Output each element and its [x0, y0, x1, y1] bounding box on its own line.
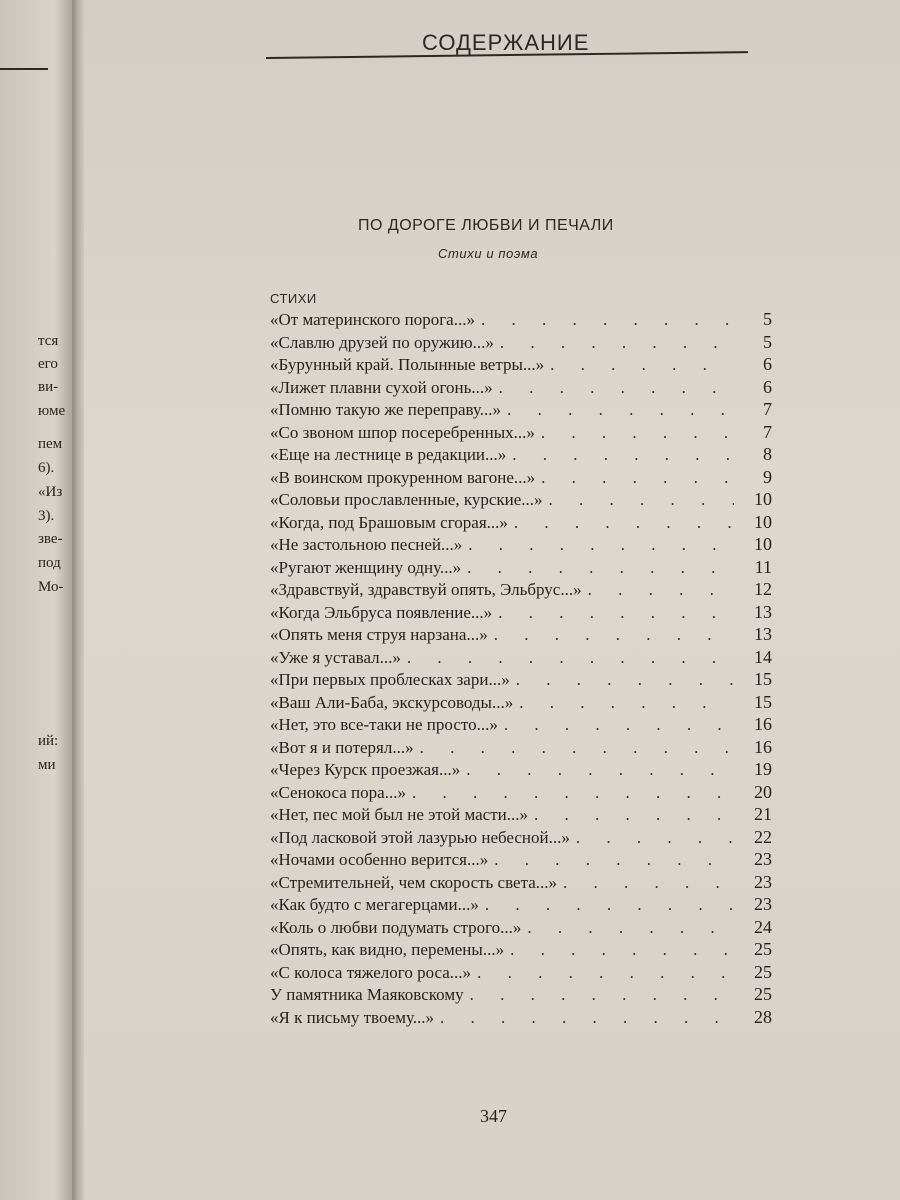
facing-page-fragment: ви- — [38, 379, 59, 395]
toc-entry-page: 5 — [763, 331, 772, 352]
toc-leader-dots — [504, 715, 734, 735]
toc-entry-title: «Опять меня струя нарзана...» — [270, 625, 488, 644]
toc-leader-dots — [412, 783, 734, 803]
toc-entry-page: 25 — [754, 961, 772, 982]
toc-entry — [270, 827, 772, 850]
facing-page — [0, 0, 78, 1200]
facing-page-fragment: под — [38, 555, 61, 571]
toc-entry — [270, 467, 772, 490]
toc-leader-dots — [440, 1008, 734, 1028]
toc-leader-dots — [477, 963, 734, 983]
toc-entry-title: «Коль о любви подумать строго...» — [270, 917, 522, 937]
toc-entry-title: «Уже я уставал...» — [270, 647, 401, 667]
toc-leader-dots — [519, 693, 734, 713]
toc-entry-title: «Соловьи прославленные, курские...» — [270, 490, 543, 509]
toc-entry-page: 10 — [754, 489, 772, 509]
toc-entry-title: «Стремительней, чем скорость света...» — [270, 872, 557, 892]
toc-entry-page: 11 — [754, 556, 772, 577]
toc-entry — [270, 737, 772, 760]
toc-entry — [270, 669, 772, 692]
toc-leader-dots — [420, 738, 734, 758]
toc-entry-title: «Здравствуй, здравствуй опять, Эльбрус...» — [270, 580, 582, 599]
toc-entry — [270, 872, 772, 895]
toc-entry — [270, 962, 772, 985]
toc-leader-dots — [512, 445, 734, 465]
toc-entry-title: «От материнского порога...» — [270, 310, 475, 329]
toc-entry-page: 25 — [754, 939, 772, 959]
toc-entry-title: «Когда, под Брашовым сгорая...» — [270, 512, 508, 532]
toc-entry — [270, 444, 772, 467]
toc-entry-page: 24 — [754, 916, 772, 937]
toc-entry — [270, 939, 772, 962]
toc-leader-dots — [516, 670, 734, 690]
toc-entry — [270, 354, 772, 377]
toc-entry-title: «Нет, пес мой был не этой масти...» — [270, 805, 528, 824]
toc-entry-title: «Я к письму твоему...» — [270, 1007, 434, 1027]
toc-entry — [270, 557, 772, 580]
toc-entry-title: «Помню такую же переправу...» — [270, 400, 502, 419]
toc-entry-title: «Сенокоса пора...» — [270, 782, 406, 802]
toc-entry-title: «При первых проблесках зари...» — [270, 670, 510, 689]
toc-entry-page: 14 — [754, 646, 772, 667]
toc-entry-title: «Славлю друзей по оружию...» — [270, 332, 494, 352]
toc-entry — [270, 624, 772, 647]
toc-leader-dots — [470, 985, 734, 1005]
toc-leader-dots — [499, 378, 734, 398]
page-title: СОДЕРЖАНИЕ — [422, 30, 590, 55]
toc-entry-title: «Через Курск проезжая...» — [270, 760, 461, 779]
toc-leader-dots — [494, 850, 734, 870]
toc-leader-dots — [494, 625, 734, 645]
toc-entry-page: 8 — [763, 444, 772, 464]
toc-entry — [270, 849, 772, 872]
toc-entry — [270, 692, 772, 715]
facing-page-fragment: юме — [38, 403, 66, 419]
toc-entry-title: «Еще на лестнице в редакции...» — [270, 445, 507, 464]
facing-page-fragment: его — [38, 356, 58, 372]
toc-entry-page: 25 — [754, 984, 772, 1004]
toc-entry-page: 23 — [754, 849, 772, 869]
facing-page-fragment: пем — [38, 436, 63, 452]
toc-entry-page: 13 — [754, 601, 772, 622]
toc-entry-page: 10 — [754, 511, 772, 532]
toc-entry-page: 7 — [763, 421, 772, 442]
toc-leader-dots — [467, 558, 734, 578]
toc-leader-dots — [550, 355, 734, 375]
toc-entry — [270, 422, 772, 445]
toc-leader-dots — [541, 468, 734, 488]
toc-entry-title: «Когда Эльбруса появление...» — [270, 602, 493, 622]
toc-entry-title: «Вот я и потерял...» — [270, 737, 414, 757]
toc-leader-dots — [466, 760, 734, 780]
contents-page — [84, 0, 900, 1200]
toc-entry-title: «Под ласковой этой лазурью небесной...» — [270, 827, 570, 847]
toc-entry-page: 19 — [754, 759, 772, 779]
toc-leader-dots — [576, 828, 734, 848]
toc-entry-title: «В воинском прокуренном вагоне...» — [270, 467, 536, 487]
toc-leader-dots — [549, 490, 734, 510]
toc-entry-title: «Ночами особенно верится...» — [270, 850, 489, 869]
toc-entry — [270, 377, 772, 400]
toc-leader-dots — [514, 513, 734, 533]
toc-entry — [270, 489, 772, 512]
page-number: 347 — [480, 1106, 507, 1126]
toc-entry — [270, 984, 772, 1007]
toc-entry-page: 15 — [754, 669, 772, 689]
part-title: ПО ДОРОГЕ ЛЮБВИ И ПЕЧАЛИ — [358, 217, 614, 234]
toc-entry-page: 13 — [754, 624, 772, 644]
facing-page-fragment: ми — [38, 757, 56, 773]
toc-entry — [270, 534, 772, 557]
toc-entry-page: 16 — [754, 736, 772, 757]
toc-entry-title: «Ваш Али-Баба, экскурсоводы...» — [270, 692, 514, 712]
toc-entry — [270, 309, 772, 332]
toc-entry-title: «Со звоном шпор посеребренных...» — [270, 422, 535, 442]
facing-page-fragment: зве- — [38, 531, 63, 547]
toc-list — [270, 309, 772, 1029]
toc-leader-dots — [468, 535, 734, 555]
toc-leader-dots — [510, 940, 734, 960]
toc-entry-page: 9 — [763, 466, 772, 487]
toc-entry-title: «Нет, это все-таки не просто...» — [270, 715, 498, 734]
toc-entry-page: 7 — [763, 399, 772, 419]
toc-leader-dots — [527, 918, 734, 938]
facing-page-fragment: ий: — [38, 733, 59, 749]
facing-page-fragment: Мо- — [38, 579, 64, 595]
toc-leader-dots — [407, 648, 734, 668]
toc-entry-title: «Лижет плавни сухой огонь...» — [270, 377, 493, 397]
toc-entry-page: 23 — [754, 871, 772, 892]
section-label: СТИХИ — [270, 291, 317, 306]
toc-leader-dots — [534, 805, 734, 825]
toc-entry — [270, 512, 772, 535]
part-subtitle: Стихи и поэма — [438, 246, 539, 261]
toc-entry-page: 21 — [754, 804, 772, 824]
toc-leader-dots — [588, 580, 734, 600]
toc-entry — [270, 399, 772, 422]
toc-entry-page: 6 — [763, 376, 772, 397]
toc-entry — [270, 332, 772, 355]
facing-page-fragment: 3). — [38, 508, 55, 524]
toc-entry-title: «Бурунный край. Полынные ветры...» — [270, 355, 545, 374]
toc-entry — [270, 579, 772, 602]
toc-entry — [270, 759, 772, 782]
toc-leader-dots — [481, 310, 734, 330]
toc-leader-dots — [485, 895, 734, 915]
toc-entry — [270, 894, 772, 917]
toc-leader-dots — [541, 423, 734, 443]
toc-entry — [270, 714, 772, 737]
toc-entry-page: 28 — [754, 1006, 772, 1027]
toc-entry-page: 20 — [754, 781, 772, 802]
toc-entry — [270, 602, 772, 625]
toc-entry-page: 22 — [754, 826, 772, 847]
toc-entry — [270, 917, 772, 940]
facing-page-fragment: тся — [38, 333, 59, 349]
toc-entry-page: 23 — [754, 894, 772, 914]
toc-entry — [270, 782, 772, 805]
toc-leader-dots — [498, 603, 734, 623]
toc-entry-page: 16 — [754, 714, 772, 734]
toc-entry-title: «Как будто с мегагерцами...» — [270, 895, 479, 914]
toc-entry — [270, 1007, 772, 1030]
toc-entry-page: 6 — [763, 354, 772, 374]
facing-page-fragment: «Из — [38, 484, 63, 500]
toc-entry-title: «С колоса тяжелого роса...» — [270, 962, 472, 982]
toc-entry-title: «Опять, как видно, перемены...» — [270, 940, 505, 959]
facing-page-rule — [0, 68, 48, 70]
toc-leader-dots — [563, 873, 734, 893]
toc-entry — [270, 647, 772, 670]
toc-entry-title: «Не застольною песней...» — [270, 535, 463, 554]
toc-entry-title: «Ругают женщину одну...» — [270, 557, 462, 577]
facing-page-fragment: 6). — [38, 460, 55, 476]
toc-entry-page: 15 — [754, 691, 772, 712]
toc-leader-dots — [500, 333, 734, 353]
toc-entry-page: 12 — [754, 579, 772, 599]
toc-leader-dots — [507, 400, 734, 420]
toc-entry-page: 5 — [763, 309, 772, 329]
toc-entry — [270, 804, 772, 827]
toc-entry-title: У памятника Маяковскому — [270, 985, 464, 1004]
toc-entry-page: 10 — [754, 534, 772, 554]
